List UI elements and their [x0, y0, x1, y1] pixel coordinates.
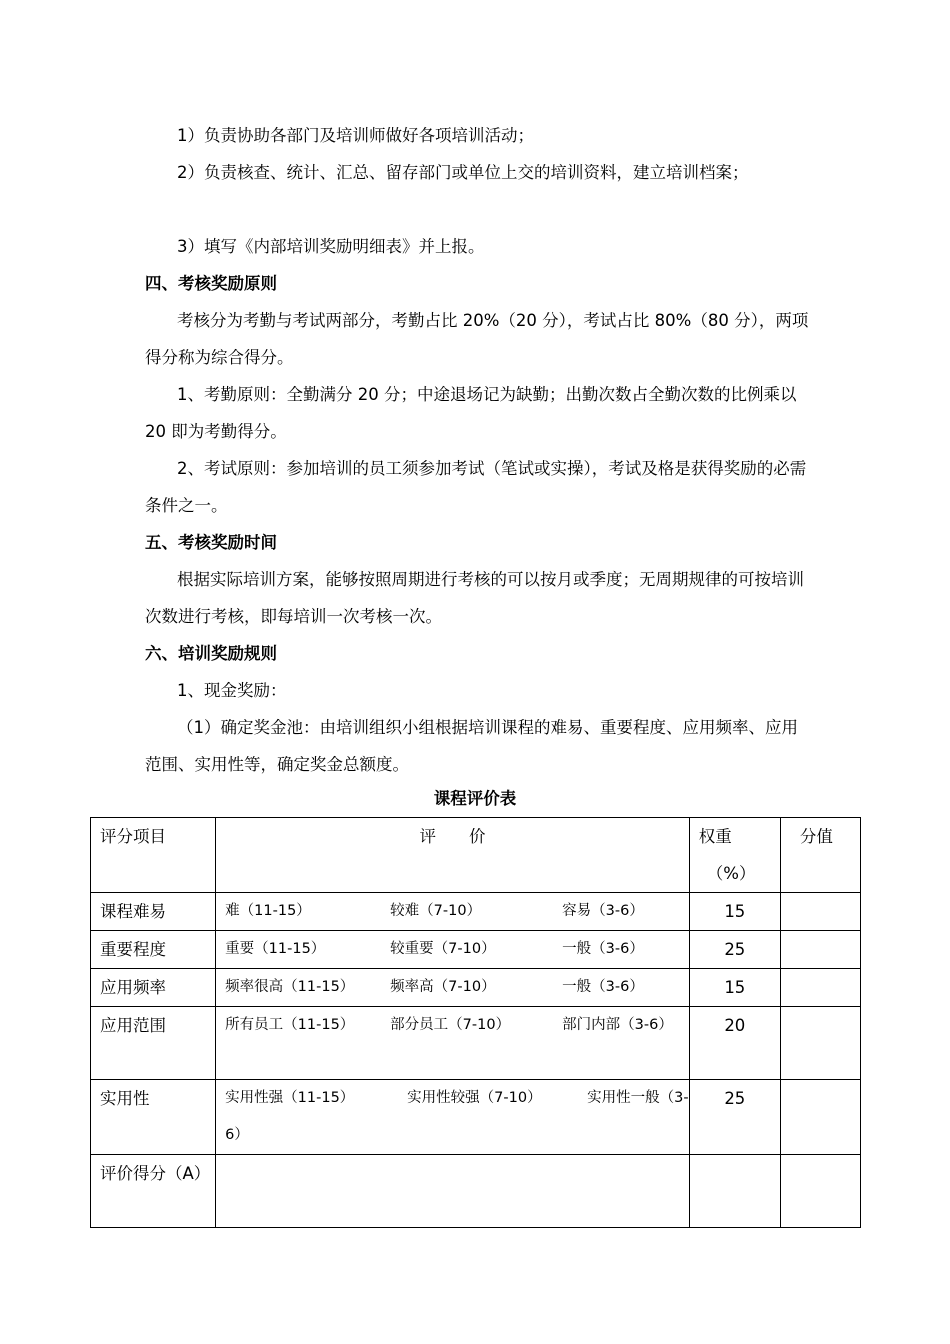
row-options: 难（11-15） 较难（7-10） 容易（3-6）: [225, 903, 644, 919]
course-evaluation-table: [90, 817, 861, 1228]
row-weight: 15: [724, 902, 746, 921]
assessment-overview: 考核分为考勤与考试两部分，考勤占比 20%（20 分），考试占比 80%（80 分），两项得分称为综合得分。: [145, 311, 809, 367]
table-row: [91, 1080, 861, 1155]
row-score-cell[interactable]: [780, 969, 860, 1007]
header-score: 分值: [780, 818, 860, 893]
table-row: [91, 969, 861, 1007]
table-row: [91, 1007, 861, 1080]
row-score-cell[interactable]: [780, 931, 860, 969]
duty-item-1: 1）负责协助各部门及培训师做好各项培训活动；: [177, 126, 534, 145]
row-weight: 20: [724, 1016, 746, 1035]
row-score-cell[interactable]: [780, 893, 860, 931]
row-score-cell[interactable]: [780, 1007, 860, 1080]
footer-label: 评价得分（A）: [100, 1164, 211, 1183]
header-eval: 评 价: [216, 818, 690, 893]
row-label: 实用性: [100, 1089, 150, 1108]
table-title: 课程评价表: [433, 789, 517, 808]
header-item: 评分项目: [91, 818, 216, 893]
row-label: 应用范围: [100, 1016, 166, 1035]
table-header-row: [91, 818, 861, 893]
table-row: [91, 931, 861, 969]
duty-item-2: 2）负责核查、统计、汇总、留存部门或单位上交的培训资料，建立培训档案；: [177, 163, 749, 182]
header-weight: 权重 （%）: [689, 818, 780, 893]
bonus-pool: （1）确定奖金池：由培训组织小组根据培训课程的难易、重要程度、应用频率、应用范围、实用性等，确定奖金总额度。: [145, 718, 798, 774]
table-row: [91, 893, 861, 931]
attendance-principle: 1、考勤原则：全勤满分 20 分；中途退场记为缺勤；出勤次数占全勤次数的比例乘以 20 即为考勤得分。: [145, 385, 797, 441]
cash-reward: 1、现金奖励：: [177, 681, 287, 700]
row-weight: 25: [724, 940, 746, 959]
duty-item-3: 3）填写《内部培训奖励明细表》并上报。: [177, 237, 485, 256]
assessment-time: 根据实际培训方案，能够按照周期进行考核的可以按月或季度；无周期规律的可按培训次数进行考核，即每培训一次考核一次。: [145, 570, 804, 626]
row-options: 频率很高（11-15） 频率高（7-10） 一般（3-6）: [225, 979, 644, 995]
footer-score-cell[interactable]: [780, 1155, 860, 1228]
footer-weight-cell[interactable]: [689, 1155, 780, 1228]
row-score-cell[interactable]: [780, 1080, 860, 1155]
exam-principle: 2、考试原则：参加培训的员工须参加考试（笔试或实操），考试及格是获得奖励的必需条件之一。: [145, 459, 807, 515]
row-options: 所有员工（11-15） 部分员工（7-10） 部门内部（3-6）: [225, 1017, 673, 1033]
row-options: 实用性强（11-15） 实用性较强（7-10） 实用性一般（3-6）: [225, 1090, 689, 1143]
footer-eval-cell[interactable]: [216, 1155, 690, 1228]
table-footer-row: [91, 1155, 861, 1228]
section-heading-6: 六、培训奖励规则: [145, 644, 277, 663]
row-weight: 25: [724, 1089, 746, 1108]
row-label: 重要程度: [100, 940, 166, 959]
section-heading-4: 四、考核奖励原则: [145, 274, 277, 293]
row-weight: 15: [724, 978, 746, 997]
row-options: 重要（11-15） 较重要（7-10） 一般（3-6）: [225, 941, 644, 957]
section-heading-5: 五、考核奖励时间: [145, 533, 277, 552]
row-label: 课程难易: [100, 902, 166, 921]
row-label: 应用频率: [100, 978, 166, 997]
